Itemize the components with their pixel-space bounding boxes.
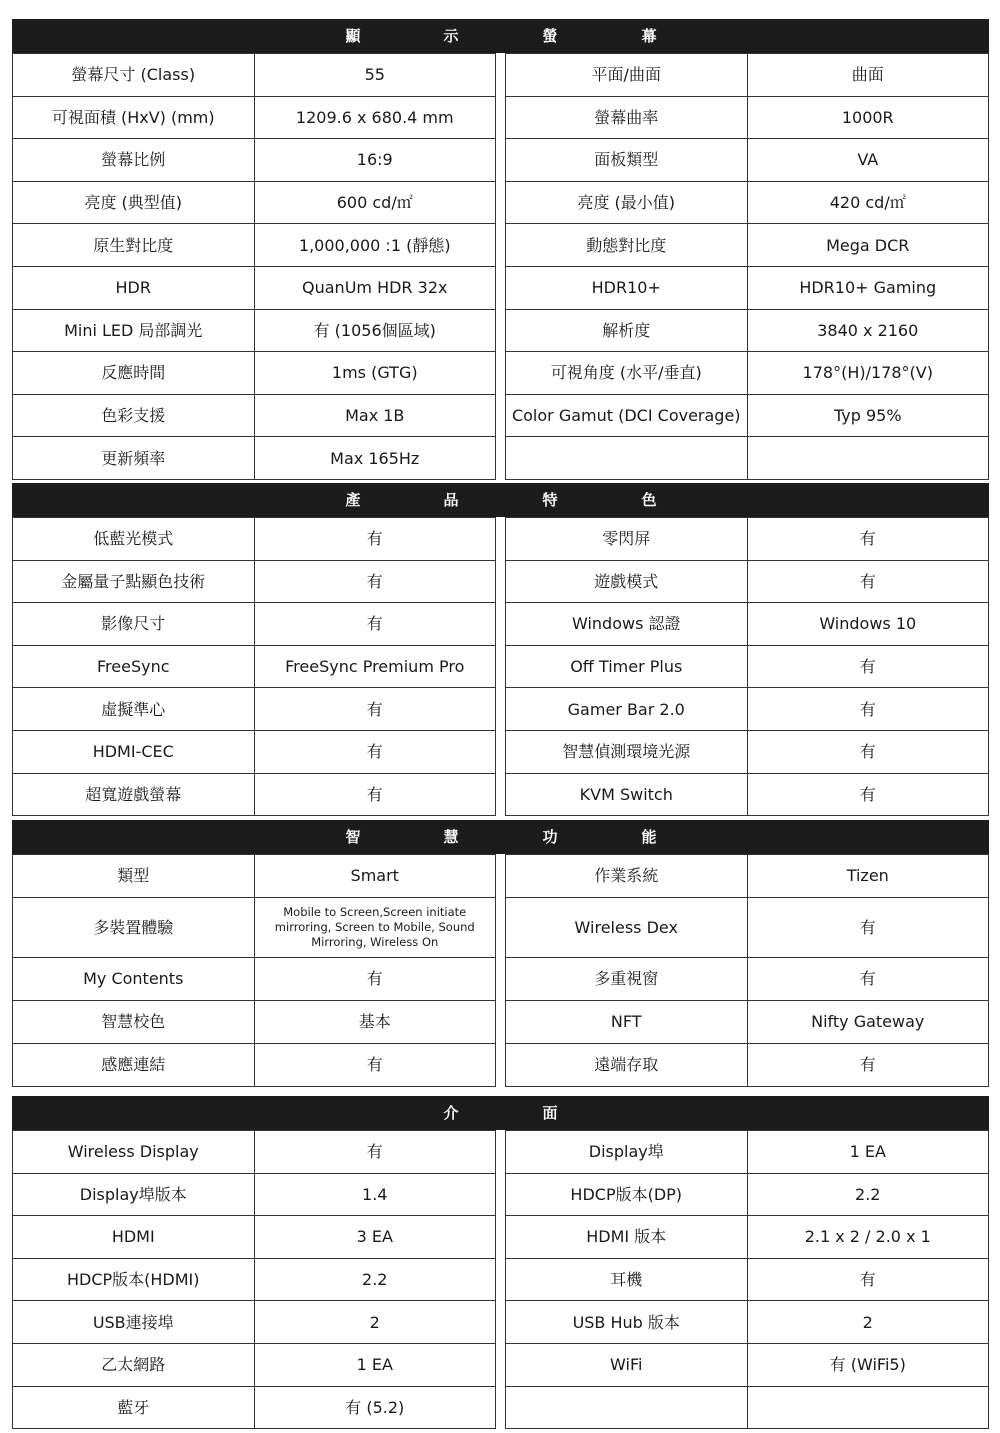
- spec-value: 有 (1056個區域): [255, 310, 497, 352]
- spec-label: 更新頻率: [13, 437, 255, 479]
- spec-value: 1000R: [748, 97, 990, 139]
- table-row: [13, 1387, 496, 1430]
- spec-value: 有: [255, 1131, 497, 1173]
- table-row: [13, 688, 496, 731]
- header-char: 產: [345, 491, 361, 509]
- spec-value: 16:9: [255, 139, 497, 181]
- table-row: [506, 1001, 989, 1044]
- table-row: [13, 898, 496, 958]
- table-row: [506, 1387, 989, 1430]
- table-row: [13, 1259, 496, 1302]
- table-row: [506, 603, 989, 646]
- table-row: [506, 1344, 989, 1387]
- spec-label: 多重視窗: [506, 958, 748, 1000]
- spec-value: 1 EA: [748, 1131, 990, 1173]
- spec-value: 有: [748, 1259, 990, 1301]
- table-row: [506, 958, 989, 1001]
- spec-label: Color Gamut (DCI Coverage): [506, 395, 748, 437]
- spec-label: 可視角度 (水平/垂直): [506, 352, 748, 394]
- spec-value: 1,000,000 :1 (靜態): [255, 224, 497, 266]
- table-row: [13, 437, 496, 480]
- header-char: 顯: [345, 27, 361, 45]
- spec-label: 平面/曲面: [506, 54, 748, 96]
- spec-label: Gamer Bar 2.0: [506, 688, 748, 730]
- spec-value: [748, 437, 990, 479]
- spec-value: Tizen: [748, 855, 990, 897]
- spec-label: 螢幕尺寸 (Class): [13, 54, 255, 96]
- table-row: [13, 646, 496, 689]
- spec-value: 有: [748, 518, 990, 560]
- spec-label: 金屬量子點顯色技術: [13, 561, 255, 603]
- spec-label: 遊戲模式: [506, 561, 748, 603]
- spec-value: 有: [748, 774, 990, 816]
- section-header: [12, 1096, 989, 1130]
- table-row: [506, 646, 989, 689]
- spec-label: Display埠: [506, 1131, 748, 1173]
- spec-label: 感應連結: [13, 1044, 255, 1086]
- spec-label: 多裝置體驗: [13, 898, 255, 957]
- header-char: 幕: [641, 27, 657, 45]
- spec-label: 耳機: [506, 1259, 748, 1301]
- table-row: [506, 688, 989, 731]
- spec-table-left: [12, 854, 496, 1087]
- table-row: [506, 224, 989, 267]
- spec-value: Max 165Hz: [255, 437, 497, 479]
- spec-value: 1.4: [255, 1174, 497, 1216]
- table-row: [506, 1044, 989, 1087]
- table-row: [506, 267, 989, 310]
- spec-label: HDMI 版本: [506, 1216, 748, 1258]
- spec-label: 類型: [13, 855, 255, 897]
- spec-value: Windows 10: [748, 603, 990, 645]
- spec-value: 有: [255, 518, 497, 560]
- section-header: [12, 820, 989, 854]
- header-char: 介: [443, 1104, 459, 1122]
- header-char: 慧: [443, 828, 459, 846]
- spec-label: HDMI-CEC: [13, 731, 255, 773]
- spec-label: FreeSync: [13, 646, 255, 688]
- spec-value: FreeSync Premium Pro: [255, 646, 497, 688]
- spec-label: 面板類型: [506, 139, 748, 181]
- spec-value: 3840 x 2160: [748, 310, 990, 352]
- table-row: [506, 139, 989, 182]
- spec-value: HDR10+ Gaming: [748, 267, 990, 309]
- spec-label: 可視面積 (HxV) (mm): [13, 97, 255, 139]
- header-char: 特: [542, 491, 558, 509]
- spec-label: 低藍光模式: [13, 518, 255, 560]
- spec-label: 虛擬準心: [13, 688, 255, 730]
- spec-label: 解析度: [506, 310, 748, 352]
- spec-value: 178°(H)/178°(V): [748, 352, 990, 394]
- spec-value: 2: [255, 1301, 497, 1343]
- spec-label: 反應時間: [13, 352, 255, 394]
- table-row: [13, 518, 496, 561]
- spec-value: 有: [748, 731, 990, 773]
- spec-label: 亮度 (最小值): [506, 182, 748, 224]
- spec-label: WiFi: [506, 1344, 748, 1386]
- spec-label: HDMI: [13, 1216, 255, 1258]
- table-row: [13, 1174, 496, 1217]
- spec-label: Windows 認證: [506, 603, 748, 645]
- spec-value: 有: [748, 646, 990, 688]
- spec-value: QuanUm HDR 32x: [255, 267, 497, 309]
- spec-label: 色彩支援: [13, 395, 255, 437]
- table-row: [506, 1174, 989, 1217]
- table-row: [506, 855, 989, 898]
- table-row: [506, 1216, 989, 1259]
- spec-label: 螢幕比例: [13, 139, 255, 181]
- header-char: 功: [542, 828, 558, 846]
- spec-value: 2.2: [748, 1174, 990, 1216]
- table-row: [13, 561, 496, 604]
- table-row: [13, 352, 496, 395]
- table-row: [13, 1131, 496, 1174]
- spec-table-left: [12, 517, 496, 816]
- spec-value: Smart: [255, 855, 497, 897]
- spec-value: 2.2: [255, 1259, 497, 1301]
- header-char: 智: [345, 828, 361, 846]
- table-row: [13, 224, 496, 267]
- table-row: [506, 898, 989, 958]
- spec-value: 2.1 x 2 / 2.0 x 1: [748, 1216, 990, 1258]
- spec-label: [506, 1387, 748, 1429]
- table-row: [506, 97, 989, 140]
- spec-label: 原生對比度: [13, 224, 255, 266]
- section-header: [12, 483, 989, 517]
- spec-label: 動態對比度: [506, 224, 748, 266]
- table-row: [13, 731, 496, 774]
- spec-label: 智慧偵測環境光源: [506, 731, 748, 773]
- header-char: 色: [641, 491, 657, 509]
- table-row: [506, 1131, 989, 1174]
- spec-value: Max 1B: [255, 395, 497, 437]
- table-row: [13, 774, 496, 817]
- spec-value: 有: [255, 958, 497, 1000]
- spec-value: 有 (WiFi5): [748, 1344, 990, 1386]
- table-row: [13, 603, 496, 646]
- spec-label: 亮度 (典型值): [13, 182, 255, 224]
- table-row: [506, 310, 989, 353]
- header-char: 螢: [542, 27, 558, 45]
- spec-label: KVM Switch: [506, 774, 748, 816]
- spec-table-left: [12, 53, 496, 480]
- spec-value: Typ 95%: [748, 395, 990, 437]
- spec-label: 藍牙: [13, 1387, 255, 1429]
- spec-value: 有: [255, 603, 497, 645]
- header-char: 示: [443, 27, 459, 45]
- table-row: [506, 1301, 989, 1344]
- table-row: [506, 395, 989, 438]
- table-row: [13, 267, 496, 310]
- spec-value: Nifty Gateway: [748, 1001, 990, 1043]
- spec-label: Mini LED 局部調光: [13, 310, 255, 352]
- spec-label: My Contents: [13, 958, 255, 1000]
- spec-value: 有: [748, 898, 990, 957]
- table-row: [13, 1044, 496, 1087]
- spec-value: VA: [748, 139, 990, 181]
- spec-value: 有: [748, 1044, 990, 1086]
- spec-label: 超寬遊戲螢幕: [13, 774, 255, 816]
- spec-value: 1ms (GTG): [255, 352, 497, 394]
- spec-value: 600 cd/㎡: [255, 182, 497, 224]
- spec-value: 有: [255, 688, 497, 730]
- table-row: [506, 774, 989, 817]
- spec-label: 零閃屏: [506, 518, 748, 560]
- spec-value: 有: [255, 561, 497, 603]
- table-row: [13, 1001, 496, 1044]
- spec-label: HDR: [13, 267, 255, 309]
- table-row: [13, 1344, 496, 1387]
- table-row: [506, 731, 989, 774]
- table-row: [506, 352, 989, 395]
- table-row: [506, 437, 989, 480]
- table-row: [506, 182, 989, 225]
- spec-label: 智慧校色: [13, 1001, 255, 1043]
- spec-label: USB連接埠: [13, 1301, 255, 1343]
- spec-value: 有: [748, 561, 990, 603]
- spec-label: Wireless Display: [13, 1131, 255, 1173]
- table-row: [13, 97, 496, 140]
- spec-table-right: [505, 854, 989, 1087]
- spec-table-right: [505, 1130, 989, 1429]
- spec-label: Wireless Dex: [506, 898, 748, 957]
- header-char: 品: [443, 491, 459, 509]
- table-row: [506, 518, 989, 561]
- spec-value: 55: [255, 54, 497, 96]
- header-char: 面: [542, 1104, 558, 1122]
- spec-value: Mobile to Screen,Screen initiate mirroring, Screen to Mobile, Sound Mirroring, Wireless On: [255, 898, 497, 957]
- spec-label: [506, 437, 748, 479]
- spec-value: 曲面: [748, 54, 990, 96]
- table-row: [13, 855, 496, 898]
- spec-value: 有: [255, 731, 497, 773]
- spec-label: Display埠版本: [13, 1174, 255, 1216]
- spec-value: 420 cd/㎡: [748, 182, 990, 224]
- table-row: [506, 54, 989, 97]
- spec-table-right: [505, 517, 989, 816]
- spec-label: HDR10+: [506, 267, 748, 309]
- table-row: [13, 1216, 496, 1259]
- header-char: 能: [641, 828, 657, 846]
- spec-label: NFT: [506, 1001, 748, 1043]
- spec-label: HDCP版本(HDMI): [13, 1259, 255, 1301]
- section-header: [12, 19, 989, 53]
- spec-value: 有 (5.2): [255, 1387, 497, 1429]
- spec-value: Mega DCR: [748, 224, 990, 266]
- table-row: [13, 182, 496, 225]
- spec-table-right: [505, 53, 989, 480]
- spec-value: 有: [255, 1044, 497, 1086]
- spec-label: 遠端存取: [506, 1044, 748, 1086]
- spec-value: 有: [255, 774, 497, 816]
- spec-value: 有: [748, 688, 990, 730]
- table-row: [506, 1259, 989, 1302]
- table-row: [13, 1301, 496, 1344]
- table-row: [13, 958, 496, 1001]
- spec-label: 螢幕曲率: [506, 97, 748, 139]
- table-row: [13, 54, 496, 97]
- table-row: [13, 310, 496, 353]
- spec-value: 有: [748, 958, 990, 1000]
- spec-label: 乙太網路: [13, 1344, 255, 1386]
- spec-label: USB Hub 版本: [506, 1301, 748, 1343]
- spec-label: 作業系統: [506, 855, 748, 897]
- table-row: [13, 395, 496, 438]
- spec-table-left: [12, 1130, 496, 1429]
- spec-label: Off Timer Plus: [506, 646, 748, 688]
- spec-value: 2: [748, 1301, 990, 1343]
- spec-value: [748, 1387, 990, 1429]
- spec-label: 影像尺寸: [13, 603, 255, 645]
- table-row: [506, 561, 989, 604]
- spec-label: HDCP版本(DP): [506, 1174, 748, 1216]
- table-row: [13, 139, 496, 182]
- spec-value: 基本: [255, 1001, 497, 1043]
- spec-value: 1 EA: [255, 1344, 497, 1386]
- spec-value: 3 EA: [255, 1216, 497, 1258]
- spec-value: 1209.6 x 680.4 mm: [255, 97, 497, 139]
